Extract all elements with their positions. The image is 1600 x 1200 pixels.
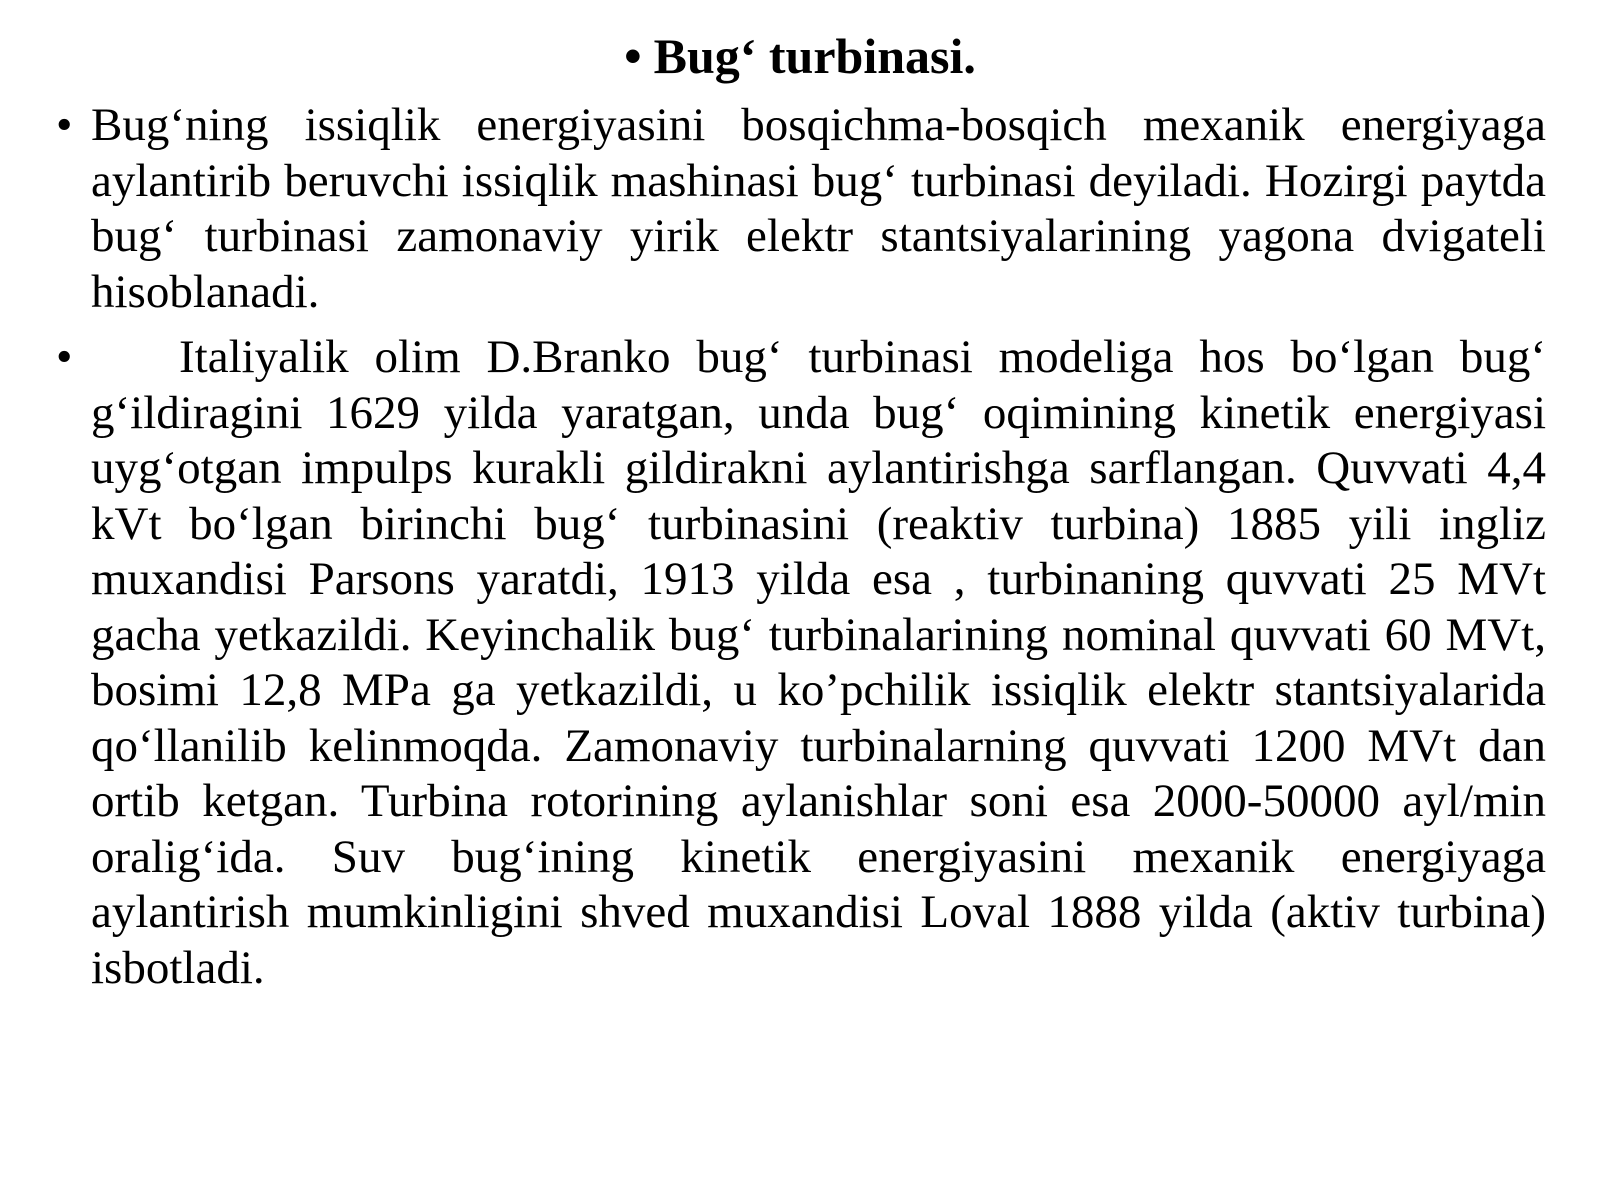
slide-title	[0, 26, 1600, 86]
paragraph-text: Bug‘ning issiqlik energiyasini bosqichma-bosqich mexanik energiyaga aylantirib beruvchi issiqlik mashinasi bug‘ turbinasi deyiladi. Hozirgi paytda bug‘ turbinasi zamonaviy yirik elektr stantsiyalarining yagona dvigateli hisoblanadi.	[91, 99, 1546, 318]
title-text: Bug‘ turbinasi.	[653, 28, 976, 84]
paragraph-bullet: •	[56, 331, 73, 383]
slide-body	[56, 98, 1546, 996]
paragraph-history	[56, 330, 1546, 996]
title-bullet: •	[624, 28, 642, 84]
paragraph-definition	[56, 98, 1546, 320]
paragraph-text: Italiyalik olim D.Branko bug‘ turbinasi modeliga hos bo‘lgan bug‘ g‘ildiragini 1629 yilda yaratgan, unda bug‘ oqimining kinetik energiyasi uyg‘otgan impulps kurakli gildirakni aylantirishga sarflangan. Quvvati 4,4 kVt bo‘lgan birinchi bug‘ turbinasini (reaktiv turbina) 1885 yili ingliz muxandisi Parsons yaratdi, 1913 yilda esa , turbinaning quvvati 25 MVt gacha yetkazildi. Keyinchalik bug‘ turbinalarining nominal quvvati 60 MVt, bosimi 12,8 MPa ga yetkazildi, u ko’pchilik issiqlik elektr stantsiyalarida qo‘llanilib kelinmoqda. Zamonaviy turbinalarning quvvati 1200 MVt dan ortib ketgan. Turbina rotorining aylanishlar soni esa 2000-50000 ayl/min oralig‘ida. Suv bug‘ining kinetik energiyasini mexanik energiyaga aylantirish mumkinligini shved muxandisi Loval 1888 yilda (aktiv turbina) isbotladi.	[91, 331, 1546, 994]
paragraph-bullet: •	[56, 99, 73, 151]
